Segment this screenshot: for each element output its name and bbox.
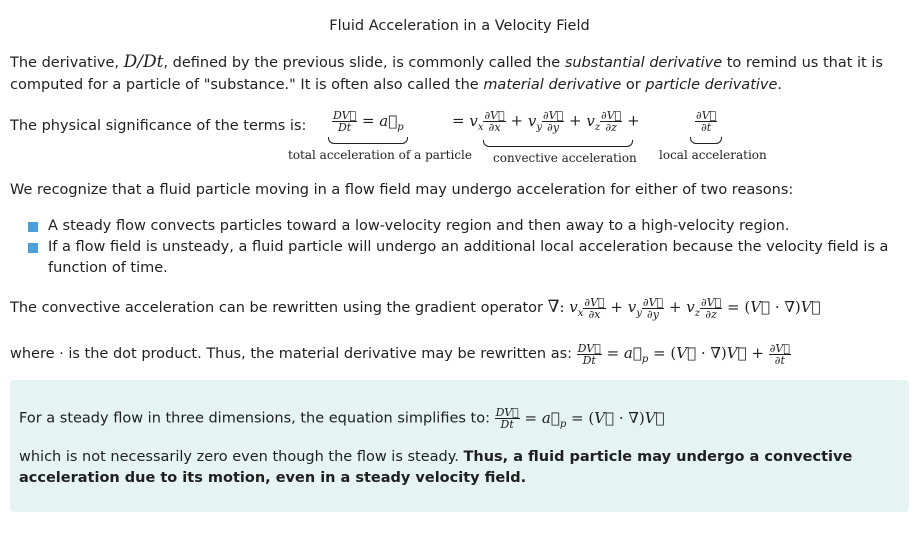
intro-text: , defined by the previous slide, is commonly called the [163,55,565,71]
convective-lead: The convective acceleration can be rewritten using the gradient operator [10,300,548,316]
intro-text: to remind us that it is computed for a particle of "substance." It is often also called the [10,55,883,93]
where-paragraph: where · is the dot product. Thus, the material derivative may be rewritten as: $\frac{DV⃗}{Dt}$ = $a⃗_p$ = (V⃗ · ∇)V⃗ + $\frac{\partial V⃗}{\partial t}$ [10,341,790,367]
bullet-square-icon [28,222,38,232]
brace-total [328,137,408,144]
brace-convective [483,140,633,147]
term-substantial-derivative: substantial derivative [564,55,723,71]
equation-local-term: $\frac{\partial V⃗}{\partial t}$ [696,109,717,134]
where-text: where · is the dot product. Thus, the material derivative may be rewritten as: [10,346,573,362]
bullet-text: If a flow field is unsteady, a fluid particle will undergo an additional local acceleration because the velocity field is a function of time. [48,239,889,276]
term-particle-derivative: particle derivative [645,77,778,93]
intro-text: or [621,77,646,93]
bullet-square-icon [28,243,38,253]
term-material-derivative: material derivative [483,77,622,93]
callout-text: For a steady flow in three dimensions, the equation simplifies to: [19,410,490,427]
callout-emphasis: Thus, a fluid particle may undergo a convective acceleration due to its motion, even in a steady velocity field. [19,449,853,486]
steady-flow-callout [10,380,909,512]
gradient-operator: ∇ [547,297,560,317]
convective-paragraph: The convective acceleration can be rewritten using the gradient operator ∇: $v_x$ $\frac{\partial V⃗}{\partial x}$ + $v_y$ $\frac{\partial V⃗}{\partial y}$ + $v_z$ $\frac{\partial V⃗}{\partial z}$ = (V⃗ · ∇)V⃗ [10,295,821,321]
bullet-text: A steady flow convects particles toward a low-velocity region and then away to a high-velocity region. [48,218,790,234]
label-total-acceleration: total acceleration of a particle [288,148,472,162]
intro-paragraph [10,51,910,96]
callout-line-2 [19,447,899,489]
significance-lead: The physical significance of the terms is: [10,118,307,134]
equation-convective-terms: = $v_x$ $\frac{\partial V⃗}{\partial x}$ + $v_y$ $\frac{\partial V⃗}{\partial y}$ + $v_z$ $\frac{\partial V⃗}{\partial z}$ + [452,109,640,134]
intro-text: . [777,77,783,93]
slide-title: Fluid Acceleration in a Velocity Field [329,18,590,34]
brace-local [690,137,722,144]
recognize-text: We recognize that a fluid particle moving in a flow field may undergo acceleration for either of two reasons: [10,182,794,198]
callout-text: which is not necessarily zero even though the flow is steady. [19,449,464,465]
label-convective-acceleration: convective acceleration [493,151,637,165]
reasons-list [28,216,908,279]
list-item [28,237,908,279]
label-local-acceleration: local acceleration [659,148,767,162]
list-item [28,216,908,237]
derivative-symbol: D/Dt [123,52,164,72]
callout-line-1: For a steady flow in three dimensions, the equation simplifies to: $\frac{DV⃗}{Dt}$ = $a⃗_p$ = (V⃗ · ∇)V⃗ [19,406,665,431]
equation-total-acceleration: $\frac{DV⃗}{Dt}$ = $a⃗_p$ [333,109,404,134]
intro-text: The derivative, [10,55,124,71]
